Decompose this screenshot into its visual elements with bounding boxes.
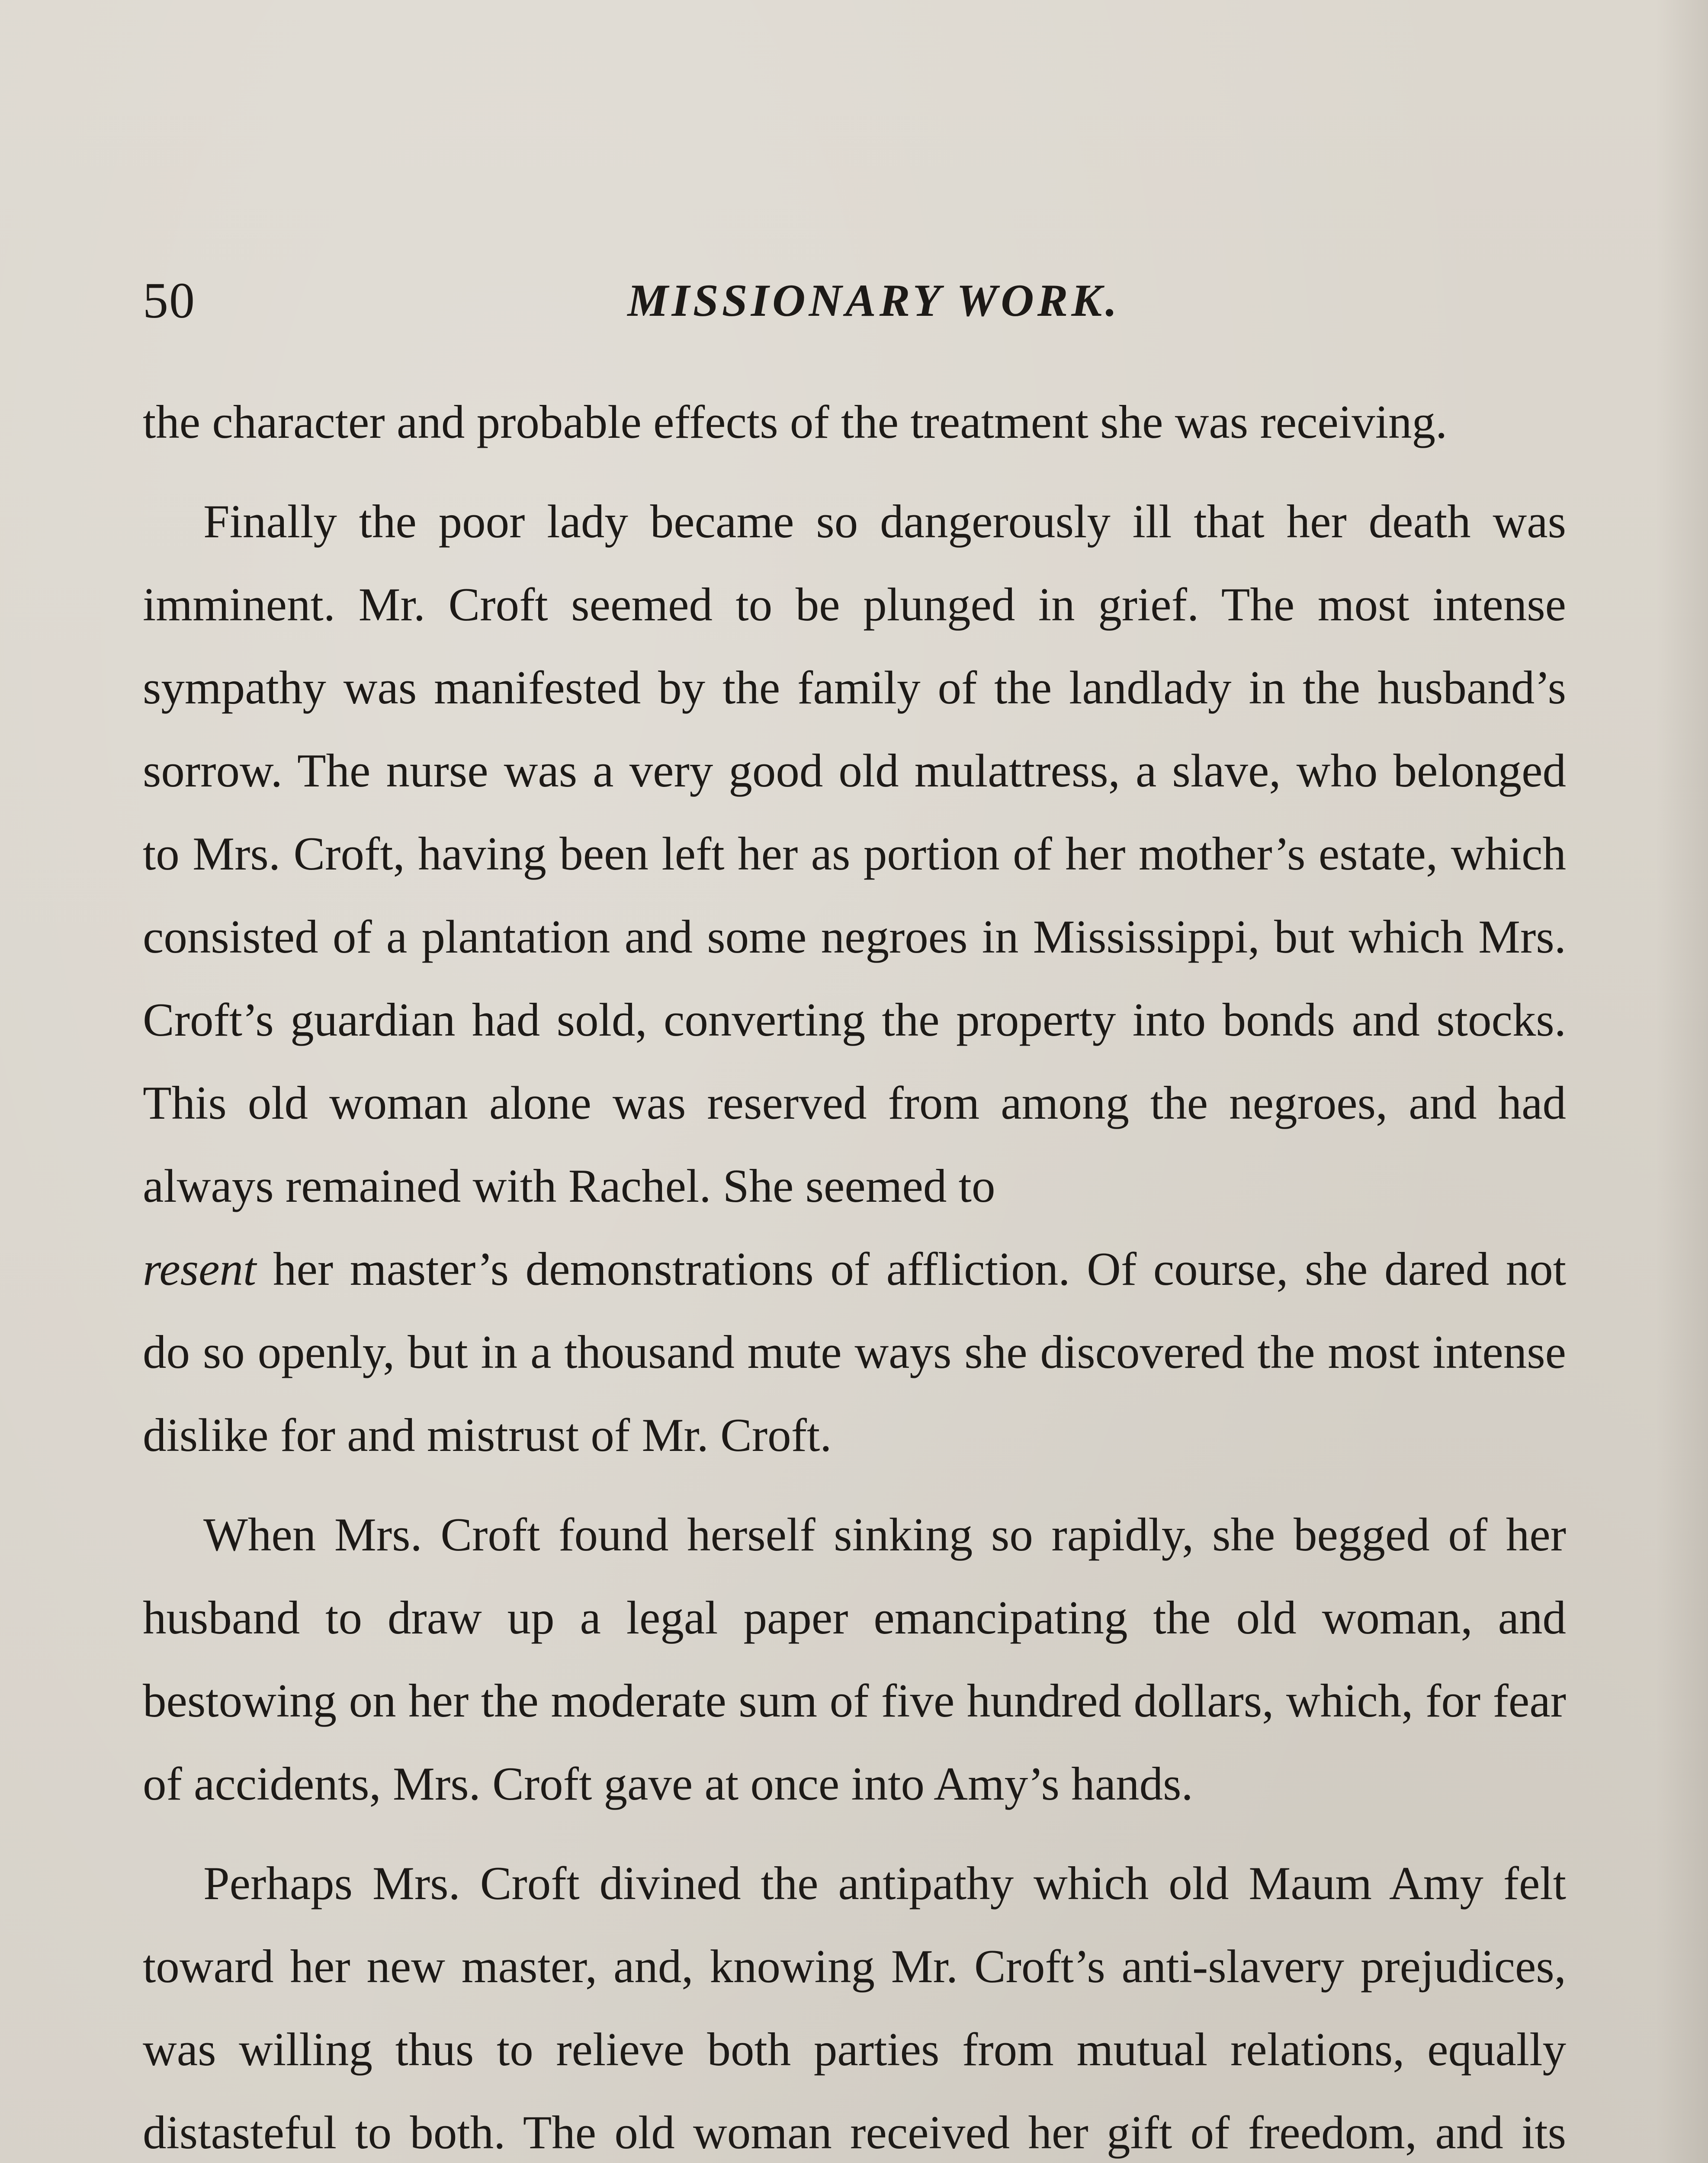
running-header: [143, 264, 1570, 337]
page-edge-shadow: [1656, 0, 1708, 2163]
paragraph-2-continuation: her master’s demonstrations of affliction. Of course, she dared not do so openly, but in a thousand mute ways she discovered the most intense dislike for and mistrust of Mr. Croft.: [143, 1243, 1566, 1461]
paragraph-2: [143, 480, 1566, 1477]
running-title: MISSIONARY WORK.: [627, 275, 1120, 326]
paragraph-4: Perhaps Mrs. Croft divined the antipathy which old Maum Amy felt toward her new master, and, knowing Mr. Croft’s anti-slavery prejudices, was willing thus to relieve both parties from mutual relations, equally distasteful to both. The old woman received her gift of freedom, and its: [143, 1857, 1566, 2159]
page-number: 50: [143, 272, 196, 329]
body-text: [143, 381, 1566, 2163]
paragraph-3: When Mrs. Croft found herself sinking so rapidly, she begged of her husband to draw up a legal paper emancipating the old woman, and bestowing on her the moderate sum of five hundred dollars, which, for fear of accidents, Mrs. Croft gave at once into Amy’s hands.: [143, 1508, 1566, 1810]
paragraph-1: the character and probable effects of the treatment she was receiving.: [143, 396, 1448, 448]
emphasized-word: resent: [143, 1243, 257, 1295]
paragraph-2-text: Finally the poor lady became so dangerously ill that her death was imminent. Mr. Croft seemed to be plunged in grief. The most intense sympathy was manifested by the family of the landlady in the husband’s sorrow. The nurse was a very good old mulattress, a slave, who belonged to Mrs. Croft, having been left her as portion of her mother’s estate, which consisted of a plantation and some negroes in Mississippi, but which Mrs. Croft’s guardian had sold, converting the property into bonds and stocks. This old woman alone was reserved from among the negroes, and had always remained with Rachel. She seemed to: [143, 495, 1566, 1212]
